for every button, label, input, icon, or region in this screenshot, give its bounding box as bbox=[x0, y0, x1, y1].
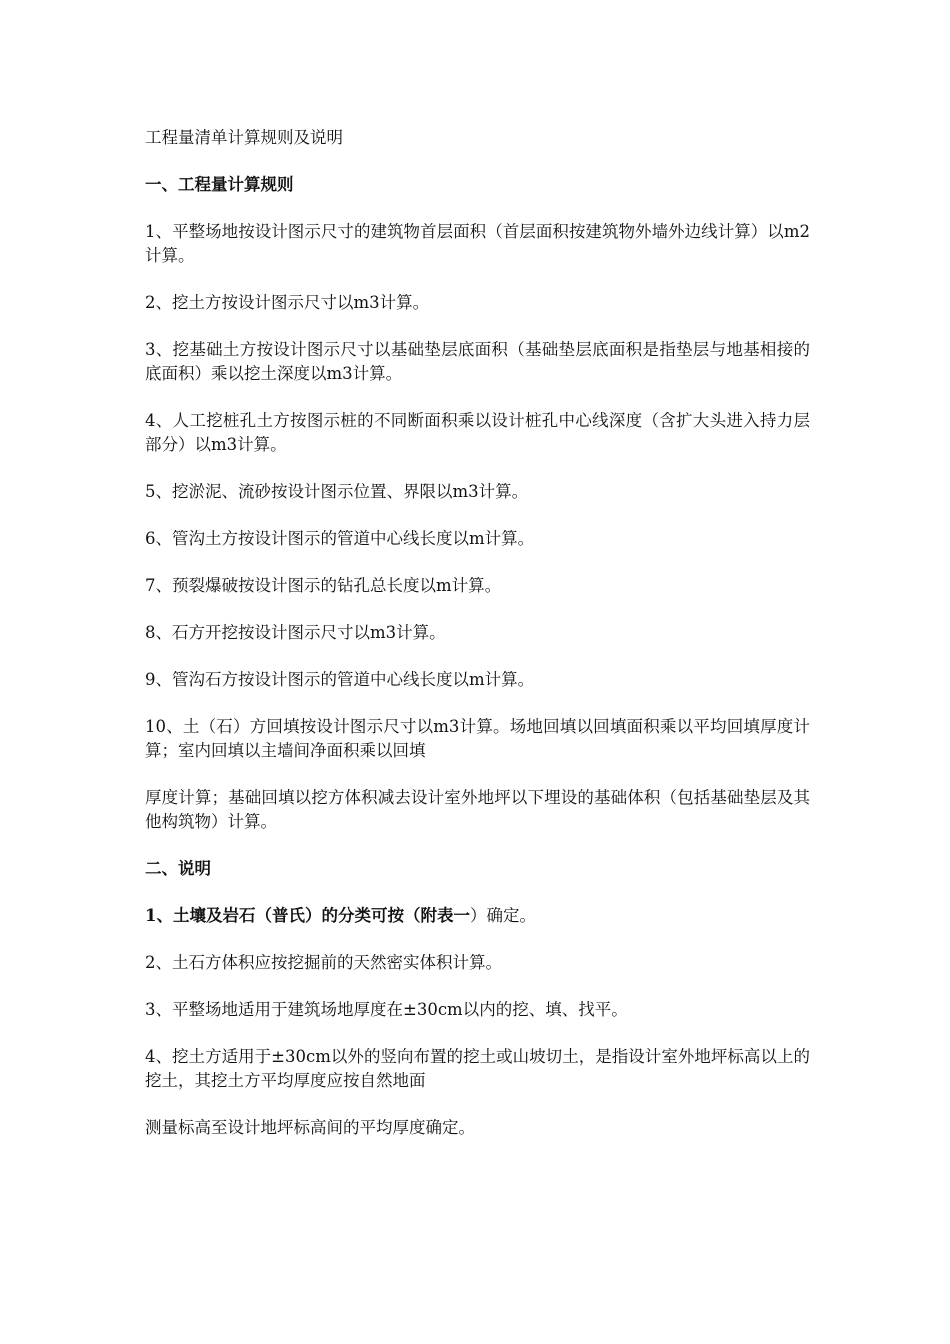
document-title: 工程量清单计算规则及说明 bbox=[145, 128, 343, 147]
note-item-1-rest: ）确定。 bbox=[469, 906, 536, 925]
rule-item-8: 8、石方开挖按设计图示尺寸以m3计算。 bbox=[145, 623, 446, 642]
rule-item-2: 2、挖土方按设计图示尺寸以m3计算。 bbox=[145, 293, 430, 312]
rule-item-1: 1、平整场地按设计图示尺寸的建筑物首层面积（首层面积按建筑物外墙外边线计算）以m2计算。 bbox=[145, 222, 810, 265]
note-item-4: 4、挖土方适用于±30cm以外的竖向布置的挖土或山坡切土，是指设计室外地坪标高以上的挖土，其挖土方平均厚度应按自然地面 bbox=[145, 1047, 810, 1090]
section-heading-notes: 二、说明 bbox=[145, 859, 211, 878]
rule-item-9: 9、管沟石方按设计图示的管道中心线长度以m计算。 bbox=[145, 670, 535, 689]
rule-item-7: 7、预裂爆破按设计图示的钻孔总长度以m计算。 bbox=[145, 576, 502, 595]
document-page bbox=[145, 126, 810, 1163]
note-item-4-continued: 测量标高至设计地坪标高间的平均厚度确定。 bbox=[145, 1118, 475, 1137]
note-item-2: 2、土石方体积应按挖掘前的天然密实体积计算。 bbox=[145, 953, 502, 972]
rule-item-5: 5、挖淤泥、流砂按设计图示位置、界限以m3计算。 bbox=[145, 482, 529, 501]
rule-item-10: 10、土（石）方回填按设计图示尺寸以m3计算。场地回填以回填面积乘以平均回填厚度计算；室内回填以主墙间净面积乘以回填 bbox=[145, 717, 810, 760]
rule-item-6: 6、管沟土方按设计图示的管道中心线长度以m计算。 bbox=[145, 529, 535, 548]
note-item-1-bold: 1、土壤及岩石（普氏）的分类可按（附表一 bbox=[145, 906, 470, 925]
section-heading-rules: 一、工程量计算规则 bbox=[145, 175, 294, 194]
rule-item-3: 3、挖基础土方按设计图示尺寸以基础垫层底面积（基础垫层底面积是指垫层与地基相接的底面积）乘以挖土深度以m3计算。 bbox=[145, 340, 810, 383]
rule-item-10-continued: 厚度计算；基础回填以挖方体积减去设计室外地坪以下埋设的基础体积（包括基础垫层及其他构筑物）计算。 bbox=[145, 788, 810, 831]
rule-item-4: 4、人工挖桩孔土方按图示桩的不同断面积乘以设计桩孔中心线深度（含扩大头进入持力层部分）以m3计算。 bbox=[145, 411, 810, 454]
note-item-1 bbox=[145, 904, 810, 928]
note-item-3: 3、平整场地适用于建筑场地厚度在±30cm以内的挖、填、找平。 bbox=[145, 1000, 628, 1019]
